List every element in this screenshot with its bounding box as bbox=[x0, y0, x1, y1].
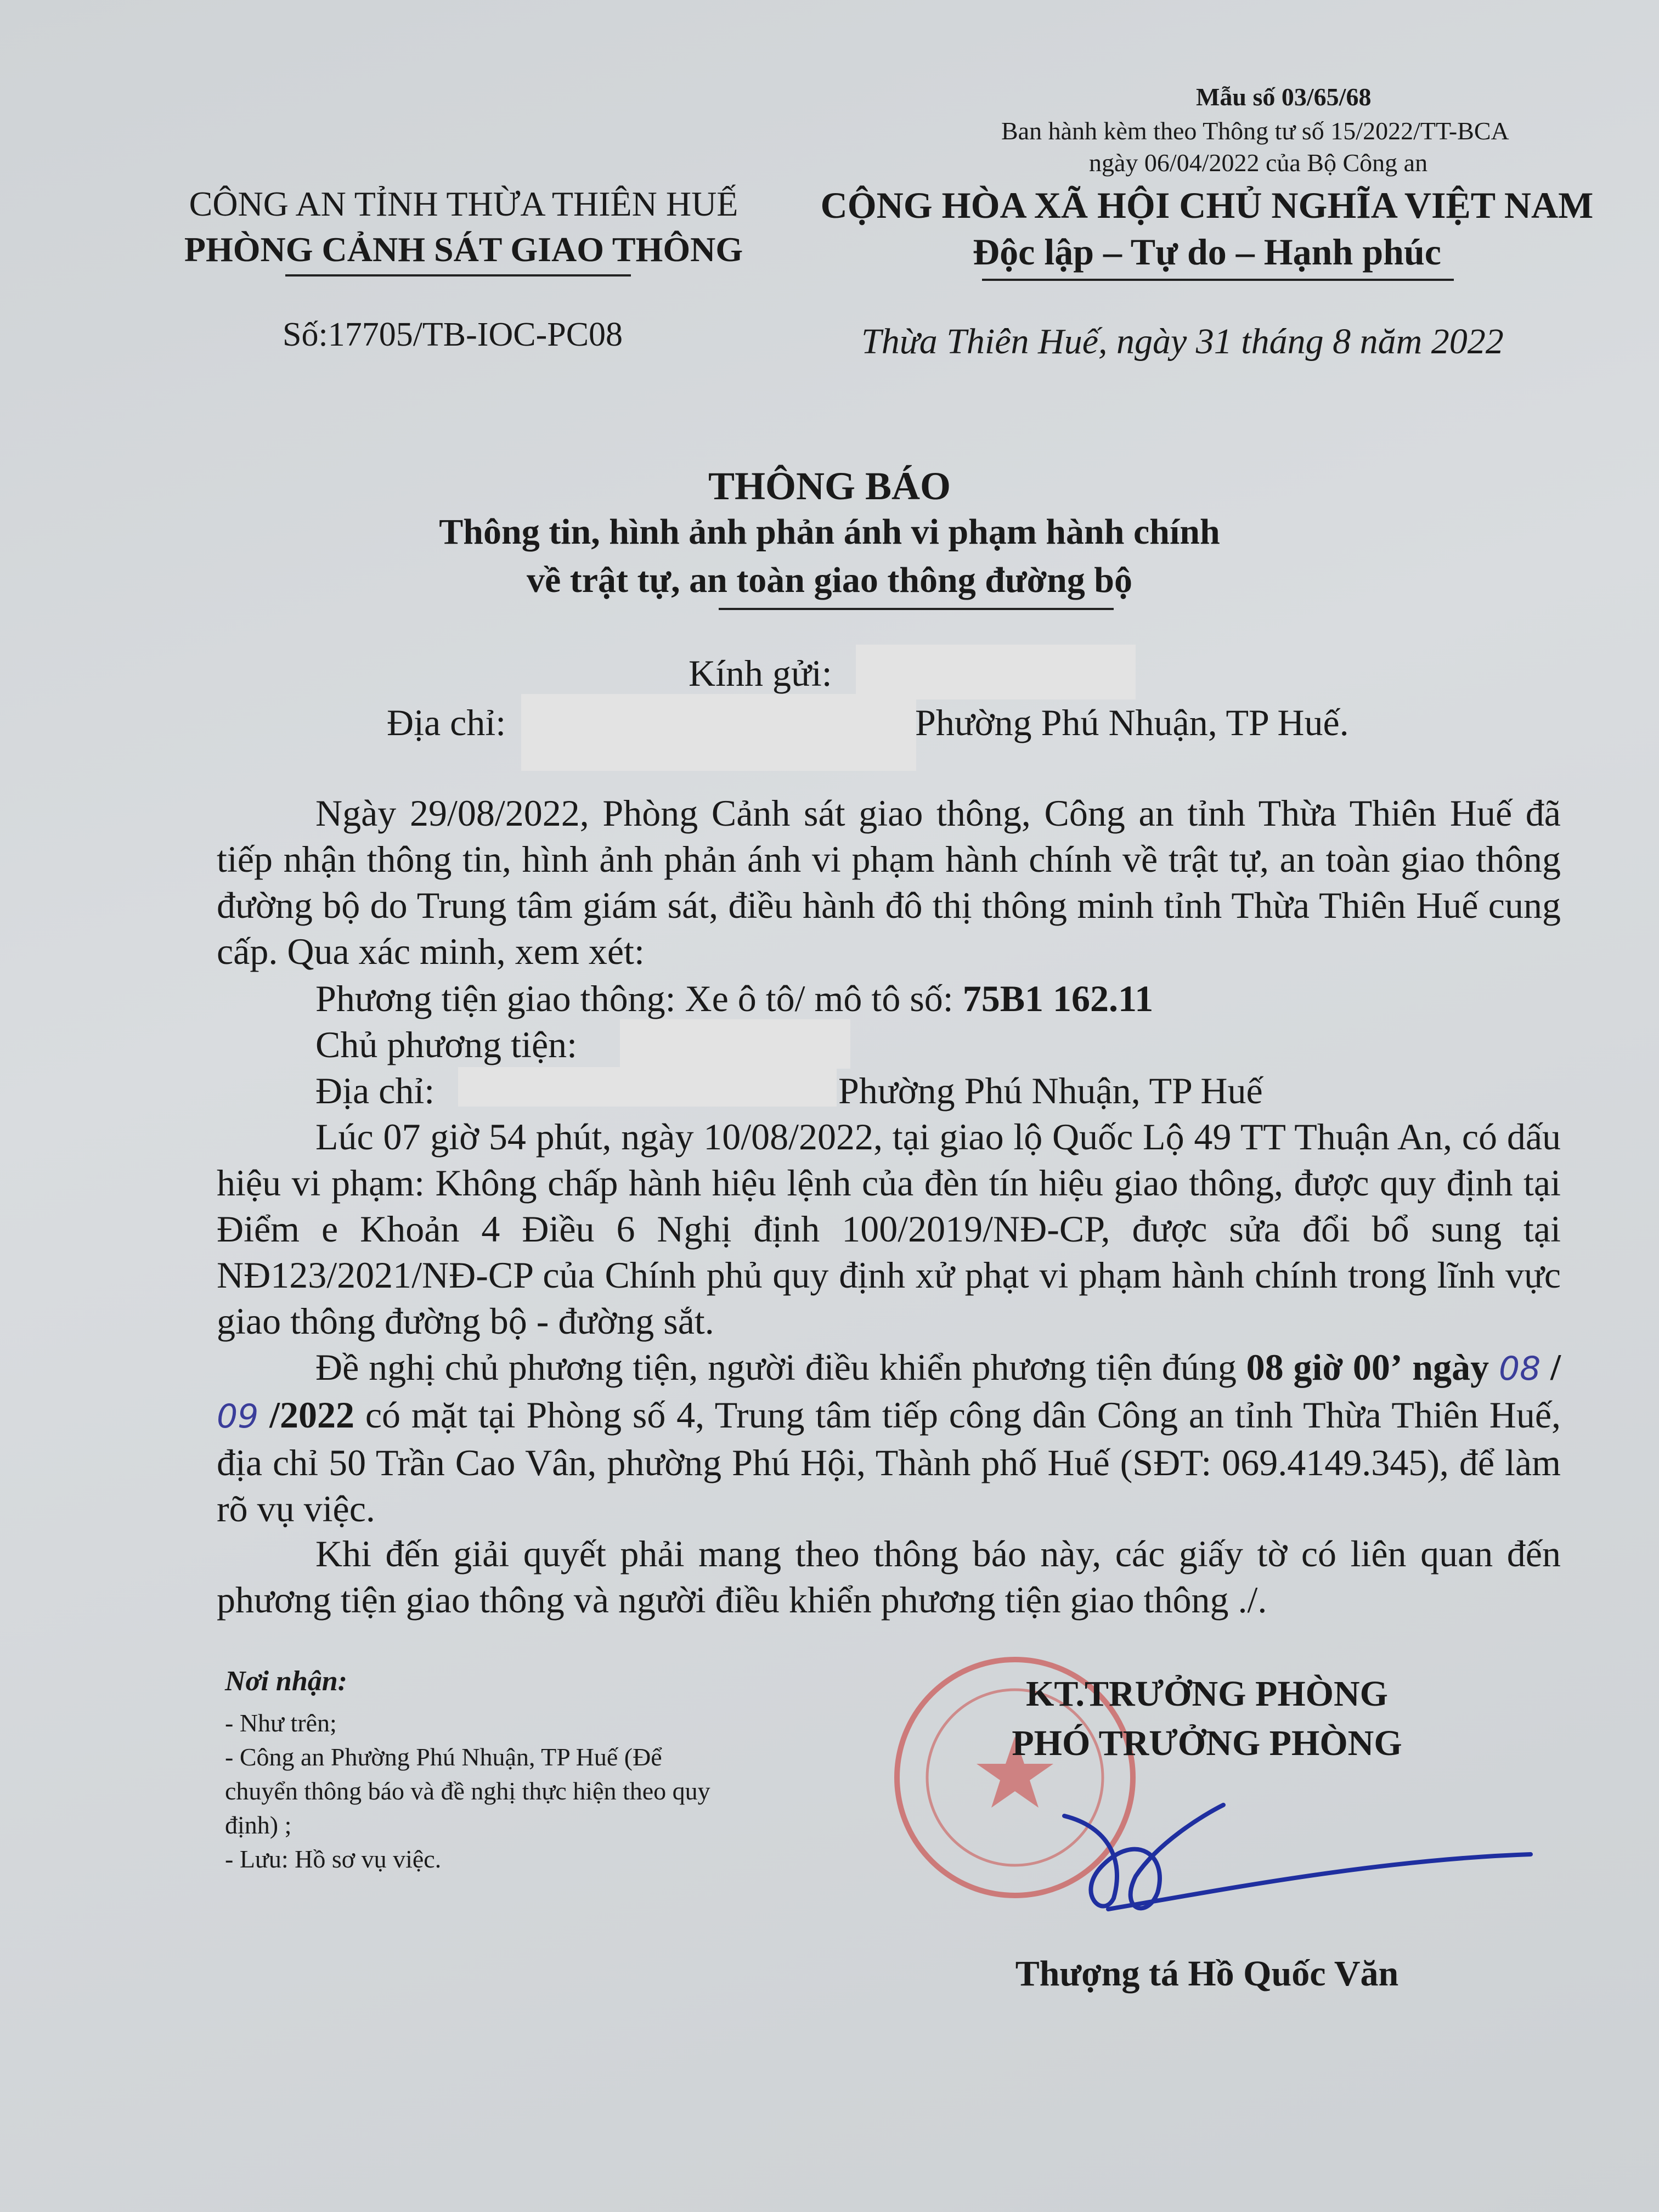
request-text-rest: có mặt tại Phòng số 4, Trung tâm tiếp công dân Công an tỉnh Thừa Thiên Huế, địa chỉ 50 Trần Cao Vân, phường Phú Hội, Thành phố Huế (SĐT: 069.4149.345), để làm rõ vụ việc. bbox=[217, 1394, 1561, 1530]
recipient-item: - Lưu: Hồ sơ vụ việc. bbox=[225, 1845, 442, 1873]
agency-underline bbox=[285, 274, 631, 276]
date-slash: / bbox=[1550, 1346, 1561, 1388]
vehicle-plate: 75B1 162.11 bbox=[962, 978, 1154, 1019]
owner-redaction bbox=[620, 1019, 850, 1069]
recipient-item: - Công an Phường Phú Nhuận, TP Huế (Để bbox=[225, 1743, 662, 1771]
agency-department: PHÒNG CẢNH SÁT GIAO THÔNG bbox=[184, 230, 743, 269]
request-text-start: Đề nghị chủ phương tiện, người điều khiển phương tiện đúng bbox=[315, 1346, 1246, 1388]
notice-subtitle-2: về trật tự, an toàn giao thông đường bộ bbox=[526, 560, 1133, 600]
appointment-year: /2022 bbox=[269, 1394, 355, 1436]
notice-title: THÔNG BÁO bbox=[708, 464, 951, 508]
recipient-redaction bbox=[856, 645, 1136, 699]
signer-title-1: KT.TRƯỞNG PHÒNG bbox=[1026, 1674, 1388, 1714]
title-underline bbox=[719, 608, 1114, 610]
form-number: Mẫu số 03/65/68 bbox=[1196, 83, 1372, 111]
owner-address-label: Địa chỉ: bbox=[315, 1070, 435, 1111]
vehicle-line bbox=[315, 975, 1153, 1022]
recipient-item: - Như trên; bbox=[225, 1709, 337, 1737]
notice-subtitle-1: Thông tin, hình ảnh phản ánh vi phạm hành chính bbox=[439, 512, 1220, 552]
handwritten-signature bbox=[1042, 1783, 1564, 1926]
nation-motto: Độc lập – Tự do – Hạnh phúc bbox=[973, 231, 1441, 273]
recipient-address-redaction bbox=[521, 694, 916, 771]
recipient-label: Kính gửi: bbox=[689, 652, 832, 694]
recipients-heading: Nơi nhận: bbox=[225, 1666, 347, 1697]
appointment-day-label: ngày bbox=[1412, 1346, 1489, 1388]
recipient-address: Phường Phú Nhuận, TP Huế. bbox=[915, 702, 1349, 743]
appointment-time: 08 giờ 00’ bbox=[1246, 1346, 1403, 1388]
form-issued-with: Ban hành kèm theo Thông tư số 15/2022/TT-BCA bbox=[1001, 117, 1509, 145]
owner-address: Phường Phú Nhuận, TP Huế bbox=[838, 1070, 1263, 1111]
paragraph-final: Khi đến giải quyết phải mang theo thông báo này, các giấy tờ có liên quan đến phương tiện giao thông và người điều khiển phương tiện giao thông ./. bbox=[217, 1533, 1561, 1621]
recipient-address-label: Địa chỉ: bbox=[387, 702, 506, 743]
place-date: Thừa Thiên Huế, ngày 31 tháng 8 năm 2022 bbox=[861, 321, 1504, 362]
recipient-item: chuyển thông báo và đề nghị thực hiện theo quy bbox=[225, 1777, 710, 1805]
owner-label: Chủ phương tiện: bbox=[315, 1024, 578, 1065]
paragraph-request bbox=[217, 1344, 1561, 1532]
owner-address-redaction bbox=[458, 1067, 837, 1107]
handwritten-month: 09 bbox=[217, 1397, 259, 1436]
vehicle-label: Phương tiện giao thông: Xe ô tô/ mô tô số: bbox=[315, 978, 963, 1019]
paragraph-violation: Lúc 07 giờ 54 phút, ngày 10/08/2022, tại giao lộ Quốc Lộ 49 TT Thuận An, có dấu hiệu vi phạm: Không chấp hành hiệu lệnh của đèn tín hiệu giao thông, được quy định tại Điểm e Khoản 4 Điều 6 Nghị định 100/2019/NĐ-CP, được sửa đổi bổ sung tại NĐ123/2021/NĐ-CP của Chính phủ quy định xử phạt vi phạm hành chính trong lĩnh vực giao thông đường bộ - đường sắt. bbox=[217, 1116, 1561, 1342]
agency-name: CÔNG AN TỈNH THỪA THIÊN HUẾ bbox=[189, 184, 738, 223]
motto-underline bbox=[982, 279, 1454, 281]
handwritten-day: 08 bbox=[1498, 1350, 1541, 1388]
form-issued-date: ngày 06/04/2022 của Bộ Công an bbox=[1089, 149, 1428, 177]
recipient-item: định) ; bbox=[225, 1811, 292, 1839]
nation-title: CỘNG HÒA XÃ HỘI CHỦ NGHĨA VIỆT NAM bbox=[820, 184, 1594, 226]
paragraph-receipt: Ngày 29/08/2022, Phòng Cảnh sát giao thông, Công an tỉnh Thừa Thiên Huế đã tiếp nhận thông tin, hình ảnh phản ánh vi phạm hành chính về trật tự, an toàn giao thông đường bộ do Trung tâm giám sát, điều hành đô thị thông minh tỉnh Thừa Thiên Huế cung cấp. Qua xác minh, xem xét: bbox=[217, 792, 1561, 972]
document-number: Số:17705/TB-IOC-PC08 bbox=[283, 316, 623, 353]
signer-title-2: PHÓ TRƯỞNG PHÒNG bbox=[1012, 1723, 1402, 1763]
signer-name: Thượng tá Hồ Quốc Văn bbox=[1015, 1954, 1399, 1994]
recipients-list bbox=[225, 1706, 710, 1876]
